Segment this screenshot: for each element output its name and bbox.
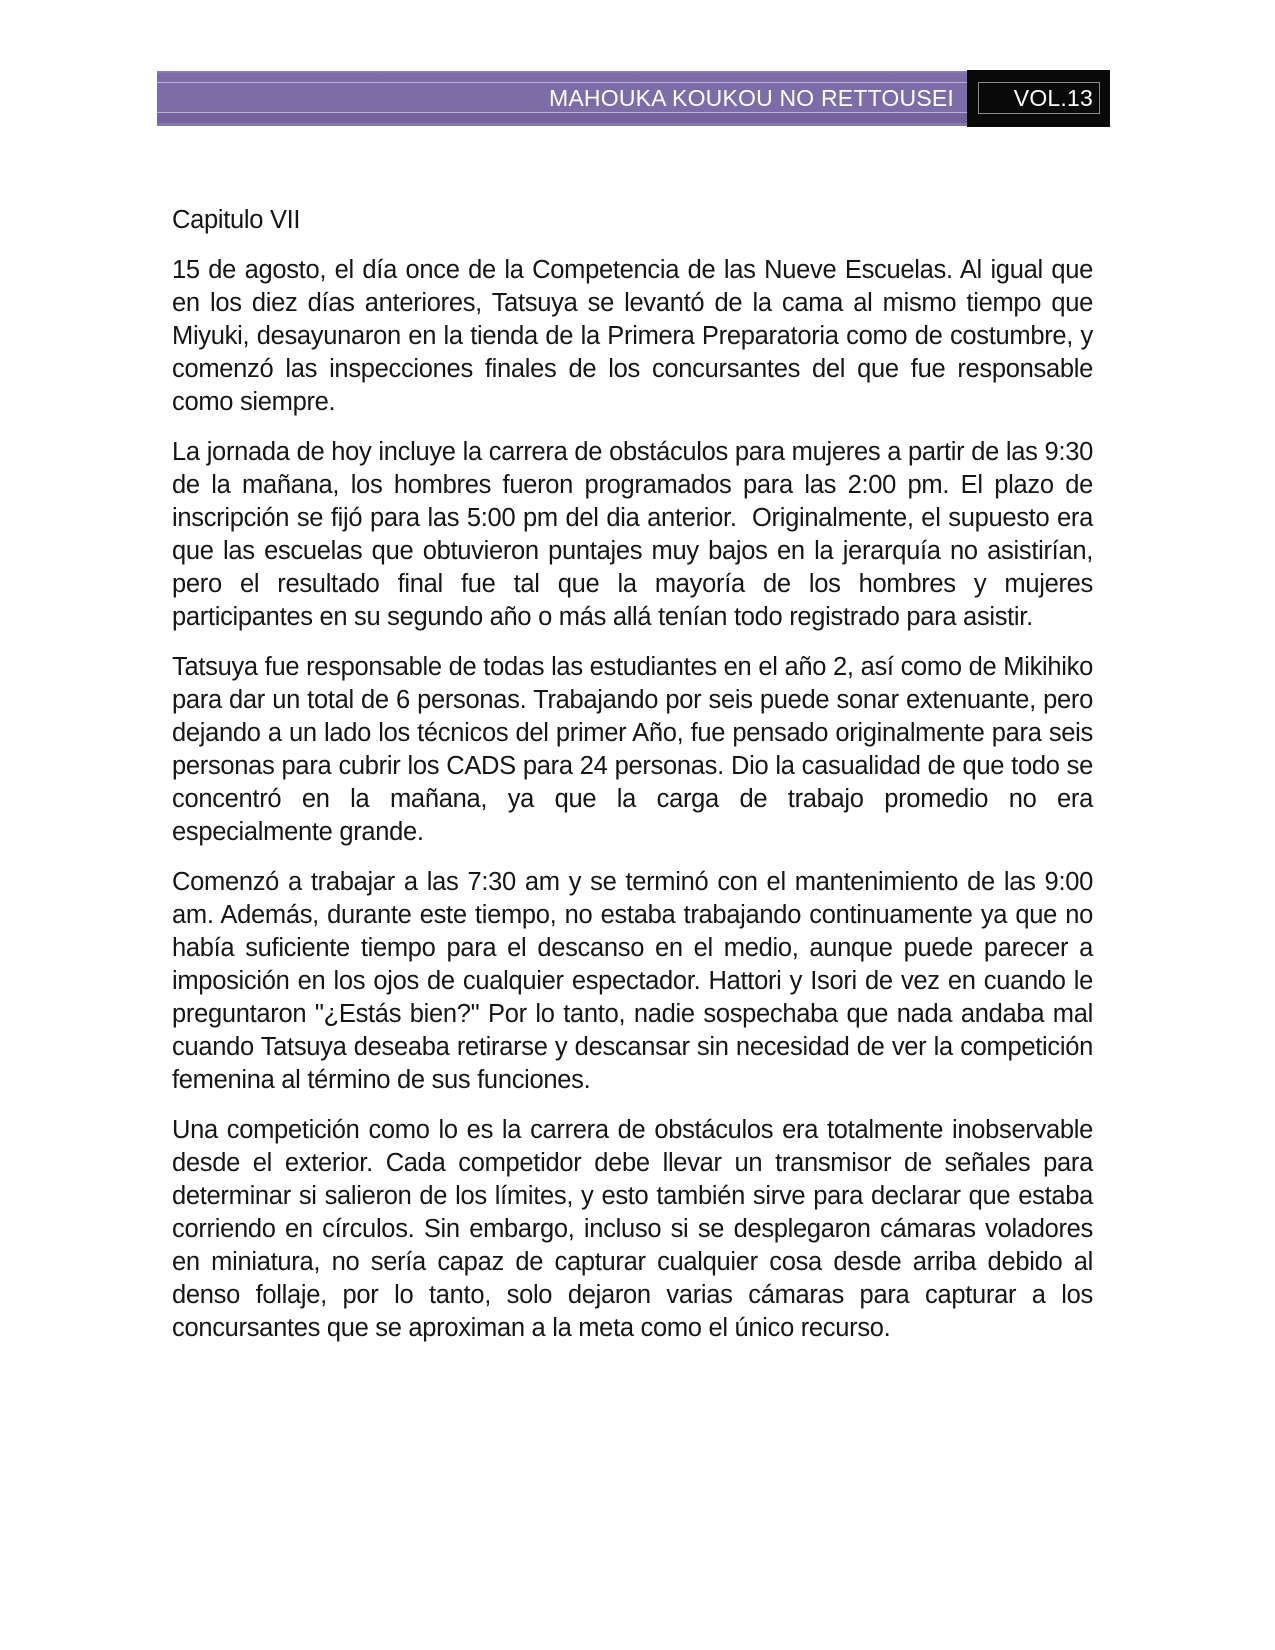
- paragraph: Comenzó a trabajar a las 7:30 am y se terminó con el mantenimiento de las 9:00 am. Además, durante este tiempo, no estaba trabajando continuamente ya que no había suficiente tiempo para el descanso en el medio, aunque puede parecer a imposición en los ojos de cualquier espectador. Hattori y Isori de vez en cuando le preguntaron "¿Estás bien?" Por lo tanto, nadie sospechaba que nada andaba mal cuando Tatsuya deseaba retirarse y descansar sin necesidad de ver la competición femenina al término de sus funciones.: [172, 868, 1093, 1094]
- chapter-heading: Capitulo VII: [172, 206, 301, 234]
- paragraph: Tatsuya fue responsable de todas las estudiantes en el año 2, así como de Mikihiko para dar un total de 6 personas. Trabajando por seis puede sonar extenuante, pero dejando a un lado los técnicos del primer Año, fue pensado originalmente para seis personas para cubrir los CADS para 24 personas. Dio la casualidad de que todo se concentró en la mañana, ya que la carga de trabajo promedio no era especialmente grande.: [172, 653, 1093, 846]
- header-title-bar: [157, 71, 967, 126]
- header-rule-top: [157, 82, 967, 83]
- page-header: [157, 71, 1110, 126]
- paragraph: 15 de agosto, el día once de la Competencia de las Nueve Escuelas. Al igual que en los diez días anteriores, Tatsuya se levantó de la cama al mismo tiempo que Miyuki, desayunaron en la tienda de la Primera Preparatoria como de costumbre, y comenzó las inspecciones finales de los concursantes del que fue responsable como siempre.: [172, 256, 1093, 416]
- book-title: MAHOUKA KOUKOU NO RETTOUSEI: [549, 85, 954, 111]
- volume-badge-frame: [978, 82, 1100, 114]
- paragraph: La jornada de hoy incluye la carrera de obstáculos para mujeres a partir de las 9:30 de la mañana, los hombres fueron programados para las 2:00 pm. El plazo de inscripción se fijó para las 5:00 pm del dia anterior. Originalmente, el supuesto era que las escuelas que obtuvieron puntajes muy bajos en la jerarquía no asistirían, pero el resultado final fue tal que la mayoría de los hombres y mujeres participantes en su segundo año o más allá tenían todo registrado para asistir.: [172, 438, 1093, 631]
- header-rule-bottom: [157, 112, 967, 113]
- volume-badge: [967, 70, 1110, 127]
- page-body: [172, 204, 1093, 1362]
- paragraph: Una competición como lo es la carrera de obstáculos era totalmente inobservable desde el exterior. Cada competidor debe llevar un transmisor de señales para determinar si salieron de los límites, y esto también sirve para declarar que estaba corriendo en círculos. Sin embargo, incluso si se desplegaron cámaras voladores en miniatura, no sería capaz de capturar cualquier cosa desde arriba debido al denso follaje, por lo tanto, solo dejaron varias cámaras para capturar a los concursantes que se aproximan a la meta como el único recurso.: [172, 1116, 1093, 1342]
- volume-label: VOL.13: [1013, 84, 1093, 111]
